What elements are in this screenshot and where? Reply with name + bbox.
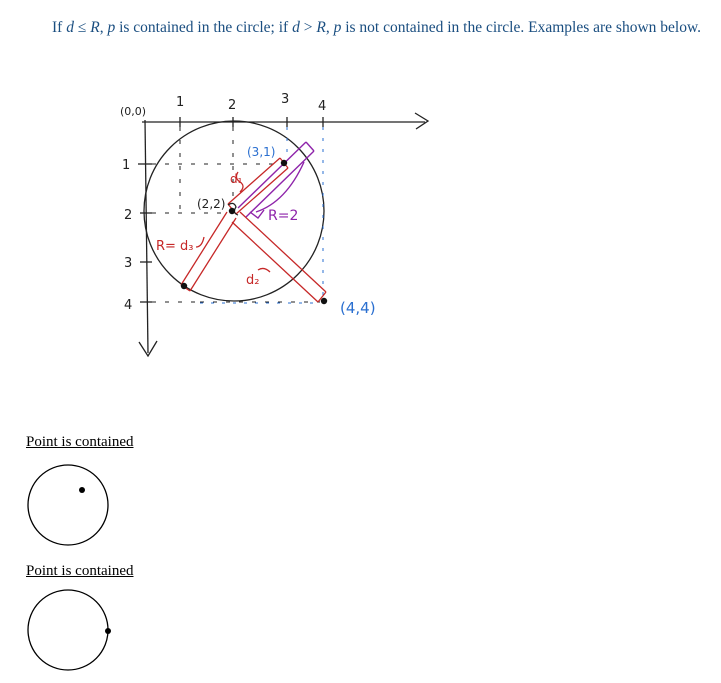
y-tick-2: 2 <box>124 208 133 223</box>
x-tick-1: 1 <box>176 95 185 110</box>
radius-label: R=2 <box>268 208 299 224</box>
point-4-4-label: (4,4) <box>340 299 376 317</box>
center-label: (2,2) <box>197 197 226 211</box>
point-3-1-label: (3,1) <box>247 145 276 159</box>
center-point <box>229 208 235 214</box>
example-circle-1 <box>28 465 108 545</box>
example-point-2 <box>105 628 111 634</box>
point-4-4 <box>321 298 327 304</box>
y-tick-1: 1 <box>122 158 131 173</box>
example-caption-2: Point is contained <box>26 563 134 579</box>
d2-label: d₂ <box>246 273 260 288</box>
intro-paragraph: If d ≤ R, p is contained in the circle; if d > R, p is not contained in the circle. Examples are shown below. <box>52 19 702 36</box>
x-tick-2: 2 <box>228 98 237 113</box>
y-tick-4: 4 <box>124 298 133 313</box>
origin-label: (0,0) <box>120 105 147 118</box>
example-caption-1: Point is contained <box>26 434 134 450</box>
x-tick-3: 3 <box>281 92 290 107</box>
example-point-1 <box>79 487 85 493</box>
x-axis-arrow <box>415 113 428 129</box>
d3-label: R= d₃ <box>156 239 194 254</box>
point-on-circle <box>181 283 187 289</box>
example-circle-2 <box>28 590 108 670</box>
x-tick-4: 4 <box>318 99 327 114</box>
y-tick-3: 3 <box>124 256 133 271</box>
point-3-1 <box>281 160 287 166</box>
d1-label: d₁ <box>230 172 243 186</box>
